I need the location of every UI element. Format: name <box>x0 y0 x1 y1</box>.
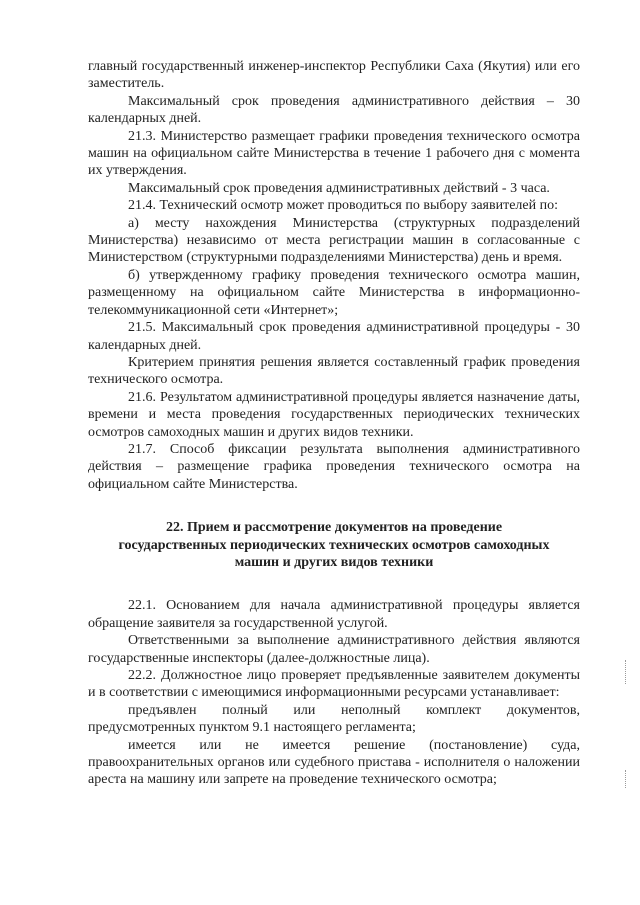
paragraph: 22.1. Основанием для начала административной процедуры является обращение заявителя за государственной услугой. <box>88 598 580 631</box>
paragraph: имеется или не имеется решение (постановление) суда, правоохранительных органов или судебного пристава - исполнителя о наложении ареста на машину или запрете на проведение технического осмотра; <box>88 737 580 788</box>
paragraph: б) утвержденному графику проведения технического осмотра машин, размещенному на официальном сайте Министерства в информационно-телекоммуникационной сети «Интернет»; <box>88 267 580 318</box>
paragraph: 21.3. Министерство размещает графики проведения технического осмотра машин на официальном сайте Министерства в течение 1 рабочего дня с момента их утверждения. <box>88 128 580 179</box>
paragraph: предъявлен полный или неполный комплект документов, предусмотренных пунктом 9.1 настоящего регламента; <box>88 702 580 736</box>
paragraph: Критерием принятия решения является составленный график проведения технического осмотра. <box>88 354 580 388</box>
paragraph: 21.5. Максимальный срок проведения административной процедуры - 30 календарных дней. <box>88 320 580 353</box>
scan-edge-mark <box>625 770 628 788</box>
paragraph: Максимальный срок проведения административного действия – 30 календарных дней. <box>88 93 580 127</box>
section-heading: 22. Прием и рассмотрение документов на проведение государственных периодических технических осмотров самоходных машин и других видов техники <box>118 520 550 570</box>
paragraph: 22.2. Должностное лицо проверяет предъявленные заявителем документы и в соответствии с имеющимися информационными ресурсами устанавливает: <box>88 668 580 701</box>
paragraph: 21.6. Результатом административной процедуры является назначение даты, времени и места проведения государственных периодических технических осмотров самоходных машин и других видов техники. <box>88 389 580 440</box>
paragraph: 21.7. Способ фиксации результата выполнения административного действия – размещение графика проведения технического осмотра на официальном сайте Министерства. <box>88 441 580 492</box>
paragraph: главный государственный инженер-инспектор Республики Саха (Якутия) или его заместитель. <box>88 59 580 92</box>
paragraph: а) месту нахождения Министерства (структурных подразделений Министерства) независимо от места регистрации машин в согласованные с Министерством (структурными подразделениями Министерства) день и время. <box>88 215 580 266</box>
paragraph: Ответственными за выполнение административного действия являются государственные инспекторы (далее-должностные лица). <box>88 633 580 666</box>
paragraph: Максимальный срок проведения административных действий - 3 часа. <box>128 180 550 196</box>
paragraph: 21.4. Технический осмотр может проводиться по выбору заявителей по: <box>128 198 559 214</box>
scan-edge-mark <box>625 660 628 684</box>
